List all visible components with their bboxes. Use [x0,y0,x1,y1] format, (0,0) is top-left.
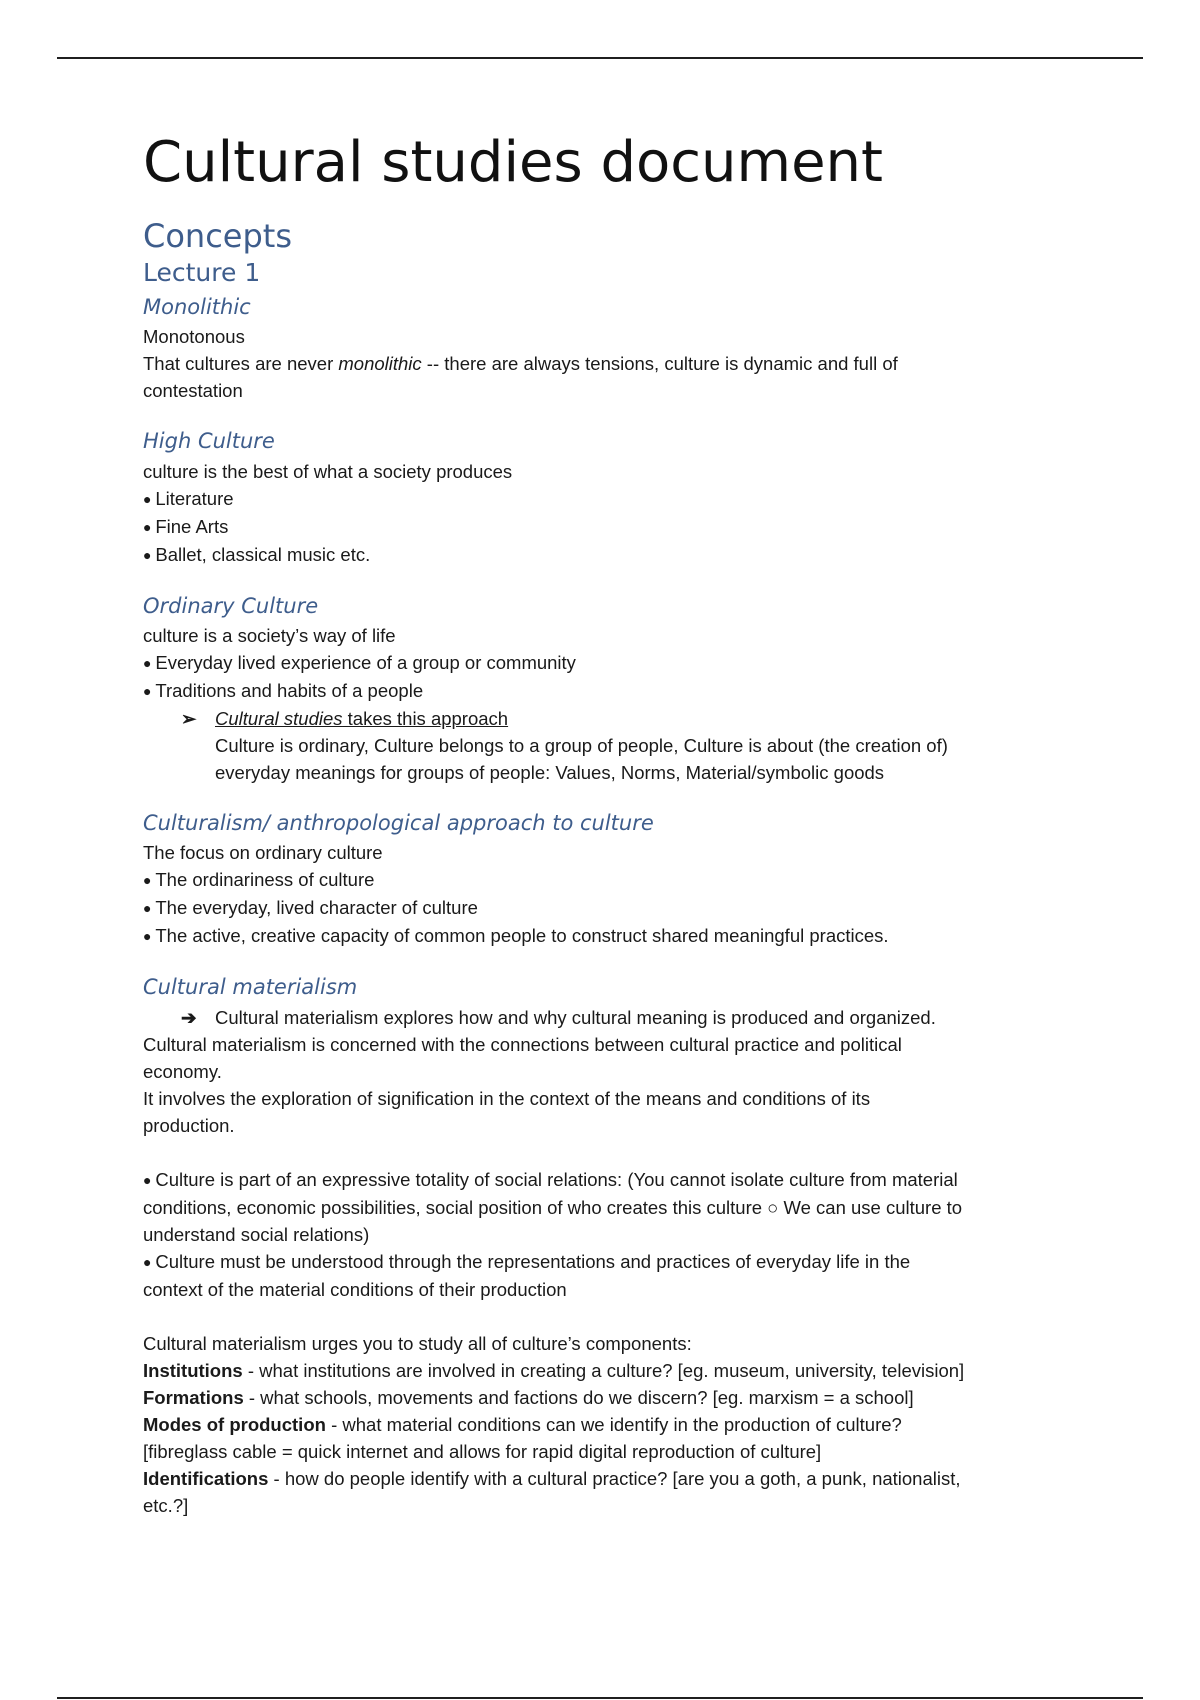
arrow-right-icon: ➔ [181,1006,197,1028]
definition-line [143,1411,1063,1438]
section-culturalism [143,810,1063,950]
term-label: Formations [143,1386,244,1408]
list-item: ● Culture must be understood through the representations and practices of everyday life in the [143,1248,1063,1276]
paragraph: everyday meanings for groups of people: Values, Norms, Material/symbolic goods [215,762,885,784]
arrow-bullet-icon: ➢ [181,708,197,730]
list-item: ● Everyday lived experience of a group or community [143,649,1063,677]
paragraph: conditions, economic possibilities, social position of who creates this culture ○ We can use culture to [143,1196,963,1218]
top-rule [57,57,1143,59]
list-item: ● Culture is part of an expressive totality of social relations: (You cannot isolate culture from material [143,1166,1063,1194]
heading-high-culture: High Culture [143,429,275,454]
list-item: ● The ordinariness of culture [143,866,1063,894]
list-item: ● Traditions and habits of a people [143,677,1063,705]
paragraph: culture is the best of what a society produces [143,460,513,482]
list-item: ● Literature [143,485,1063,513]
paragraph: contestation [143,380,243,402]
heading-ordinary-culture: Ordinary Culture [143,593,319,618]
paragraph: culture is a society’s way of life [143,625,396,647]
paragraph: economy. [143,1060,222,1082]
paragraph: It involves the exploration of signification in the context of the means and conditions of its [143,1087,871,1109]
heading-monolithic: Monolithic [143,295,251,320]
arrow-list-item [181,705,1063,732]
arrow-list-item [181,1004,1063,1031]
italic-term: Cultural studies [215,708,343,730]
spacer [143,1303,1063,1330]
text: That cultures are never [143,353,339,375]
paragraph: understand social relations) [143,1223,370,1245]
paragraph: Monotonous [143,326,245,348]
paragraph: [fibreglass cable = quick internet and allows for rapid digital reproduction of culture] [143,1440,822,1462]
heading-lecture-1: Lecture 1 [143,258,261,288]
term-label: Institutions [143,1359,243,1381]
definition-line [143,1465,1063,1492]
list-item: ● The active, creative capacity of common people to construct shared meaningful practices. [143,922,1063,950]
spacer [143,1139,1063,1166]
paragraph: Cultural materialism is concerned with the connections between cultural practice and political [143,1033,902,1055]
paragraph [143,350,1063,377]
text: - what schools, movements and factions do we discern? [eg. marxism = a school] [243,1386,914,1408]
text: - what institutions are involved in creating a culture? [eg. museum, university, television] [242,1359,965,1381]
definition-line [143,1357,1063,1384]
list-item: ● Ballet, classical music etc. [143,541,1063,569]
paragraph: context of the material conditions of their production [143,1278,567,1300]
text: -- there are always tensions, culture is dynamic and full of [421,353,898,375]
document-body [143,130,1063,1543]
section-ordinary-culture [143,593,1063,786]
term-label: Identifications [143,1467,269,1489]
paragraph: Cultural materialism urges you to study all of culture’s components: [143,1332,692,1354]
text: - how do people identify with a cultural practice? [are you a goth, a punk, nationalist, [268,1467,961,1489]
heading-cultural-materialism: Cultural materialism [143,975,358,1000]
document-title: Cultural studies document [143,130,884,195]
text: Cultural materialism explores how and why cultural meaning is produced and organized. [215,1006,936,1028]
text: takes this approach [342,708,509,730]
paragraph: The focus on ordinary culture [143,842,383,864]
heading-culturalism: Culturalism/ anthropological approach to culture [143,811,654,836]
paragraph: Culture is ordinary, Culture belongs to a group of people, Culture is about (the creation of) [215,735,948,757]
section-monolithic [143,294,1063,404]
text: - what material conditions can we identify in the production of culture? [325,1413,902,1435]
definition-line [143,1384,1063,1411]
section-high-culture [143,428,1063,568]
list-item: ● The everyday, lived character of culture [143,894,1063,922]
heading-concepts: Concepts [143,217,293,255]
paragraph: etc.?] [143,1494,189,1516]
section-cultural-materialism [143,974,1063,1518]
paragraph: production. [143,1114,235,1136]
bottom-rule [57,1697,1143,1699]
italic-term: monolithic [338,353,422,375]
term-label: Modes of production [143,1413,326,1435]
list-item: ● Fine Arts [143,513,1063,541]
